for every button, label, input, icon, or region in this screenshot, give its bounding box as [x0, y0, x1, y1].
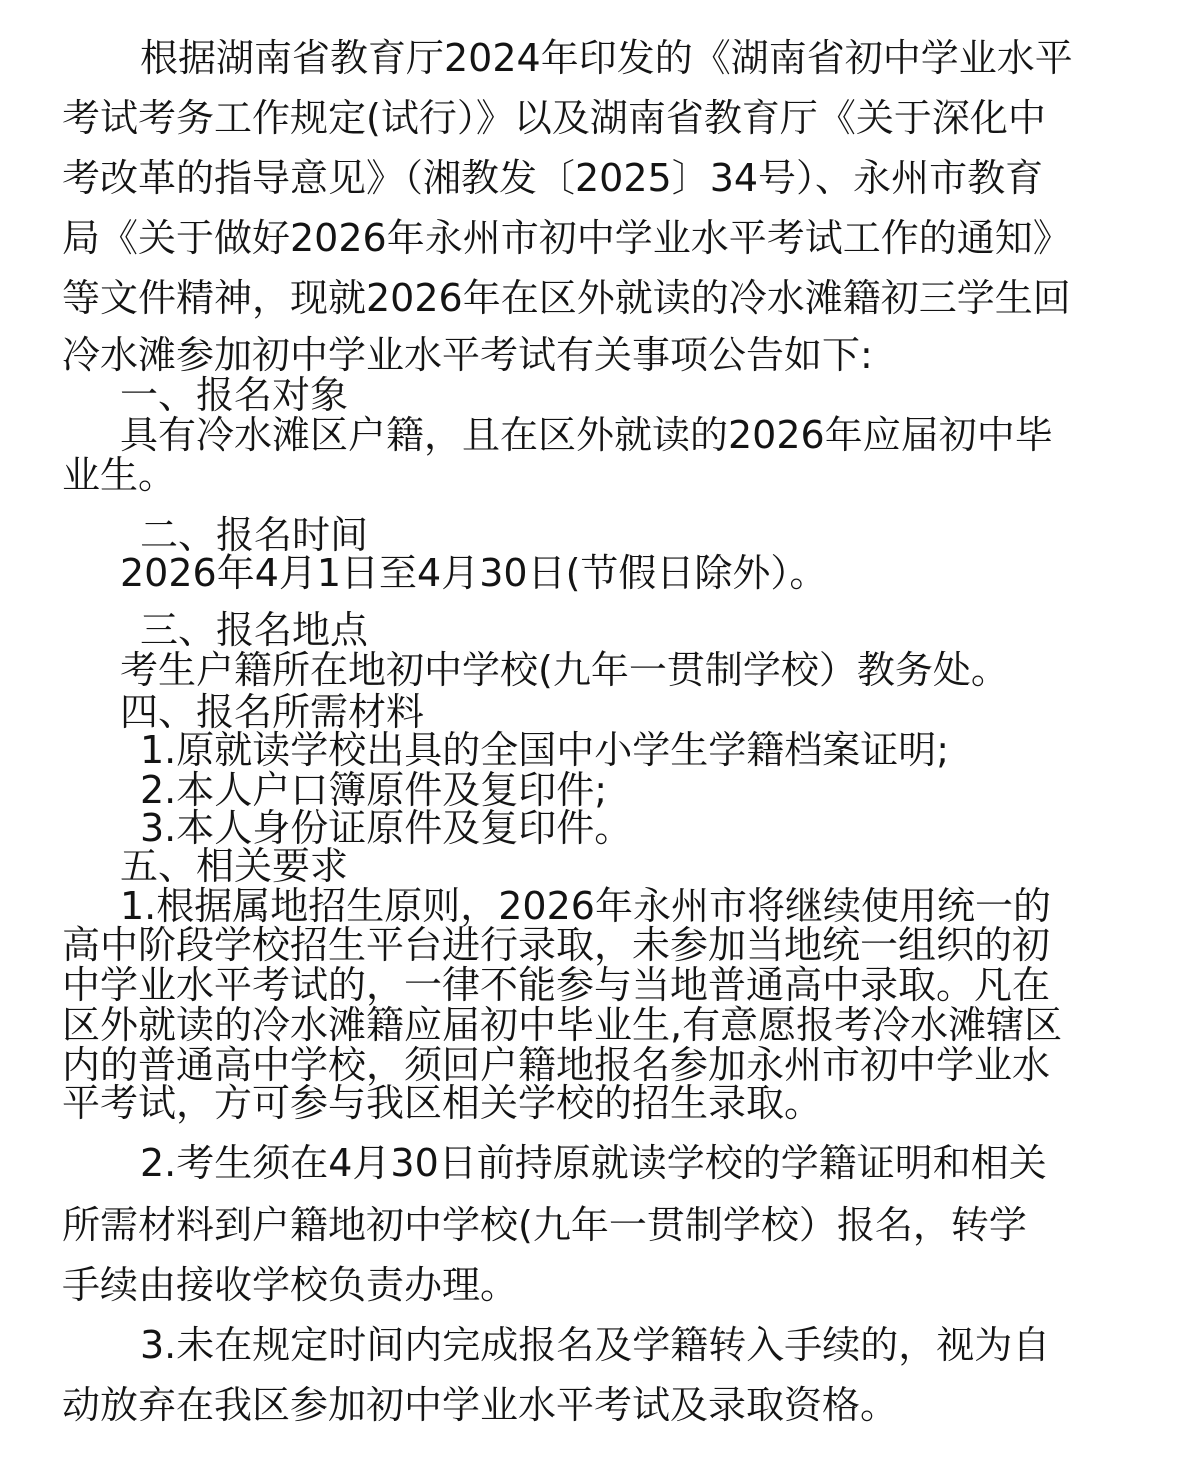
section-heading: 五、相关要求 — [120, 844, 349, 888]
requirement-line: 所需材料到户籍地初中学校(九年一贯制学校）报名，转学 — [62, 1203, 1027, 1247]
section-line: 业生。 — [62, 453, 177, 497]
section-heading: 四、报名所需材料 — [120, 690, 425, 734]
intro-line: 等文件精神，现就2026年在区外就读的冷水滩籍初三学生回 — [62, 276, 1071, 320]
section-line: 具有冷水滩区户籍，且在区外就读的2026年应届初中毕 — [120, 413, 1053, 457]
material-item: 3.本人身份证原件及复印件。 — [140, 806, 633, 850]
requirement-line: 高中阶段学校招生平台进行录取，未参加当地统一组织的初 — [62, 923, 1051, 967]
intro-line: 冷水滩参加初中学业水平考试有关事项公告如下: — [62, 333, 873, 377]
section-heading: 三、报名地点 — [140, 608, 369, 652]
intro-line: 考改革的指导意见》（湘教发〔2025〕34号）、永州市教育 — [62, 156, 1044, 200]
requirement-line: 内的普通高中学校，须回户籍地报名参加永州市初中学业水 — [62, 1043, 1051, 1087]
requirement-line: 3.未在规定时间内完成报名及学籍转入手续的，视为自 — [140, 1323, 1051, 1367]
requirement-line: 1.根据属地招生原则，2026年永州市将继续使用统一的 — [120, 884, 1051, 928]
section-line: 2026年4月1日至4月30日(节假日除外）。 — [120, 551, 828, 595]
section-line: 考生户籍所在地初中学校(九年一贯制学校）教务处。 — [120, 648, 1009, 692]
requirement-line: 平考试，方可参与我区相关学校的招生录取。 — [62, 1081, 823, 1125]
requirement-line: 区外就读的冷水滩籍应届初中毕业生,有意愿报考冷水滩辖区 — [62, 1003, 1063, 1047]
material-item: 2.本人户口簿原件及复印件; — [140, 768, 608, 812]
requirement-line: 手续由接收学校负责办理。 — [62, 1263, 519, 1307]
intro-line: 考试考务工作规定(试行）》以及湖南省教育厅《关于深化中 — [62, 96, 1046, 140]
material-item: 1.原就读学校出具的全国中小学生学籍档案证明; — [140, 728, 950, 772]
section-heading: 二、报名时间 — [140, 513, 369, 557]
section-heading: 一、报名对象 — [120, 373, 349, 417]
intro-line: 局《关于做好2026年永州市初中学业水平考试工作的通知》 — [62, 216, 1071, 260]
requirement-line: 2.考生须在4月30日前持原就读学校的学籍证明和相关 — [140, 1141, 1047, 1185]
requirement-line: 中学业水平考试的，一律不能参与当地普通高中录取。凡在 — [62, 963, 1051, 1007]
requirement-line: 动放弃在我区参加初中学业水平考试及录取资格。 — [62, 1383, 899, 1427]
intro-line: 根据湖南省教育厅2024年印发的《湖南省初中学业水平 — [140, 36, 1073, 80]
